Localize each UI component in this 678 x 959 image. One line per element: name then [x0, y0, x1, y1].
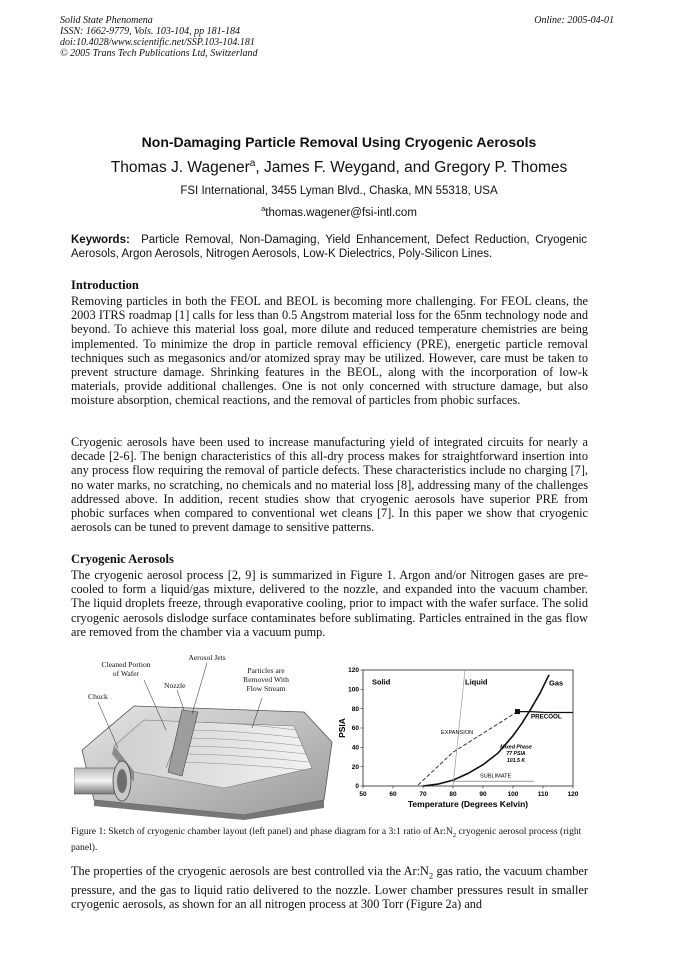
region-label-solid: Solid — [372, 677, 391, 687]
plot-area — [363, 670, 573, 786]
label-particles-2: Removed With — [243, 675, 289, 684]
caption-text-a: Figure 1: Sketch of cryogenic chamber layout (left panel) and phase diagram for a 3:1 ratio of Ar:N — [71, 826, 453, 837]
y-tick-label: 100 — [348, 686, 359, 694]
y-axis-label: PSIA — [337, 718, 347, 738]
label-cleaned-2: of Wafer — [112, 669, 140, 678]
paper-title: Non-Damaging Particle Removal Using Cryogenic Aerosols — [141, 134, 537, 150]
email-superscript: a — [261, 204, 266, 213]
x-tick-label: 90 — [479, 791, 487, 798]
label-particles-1: Particles are — [247, 666, 285, 675]
x-tick-label: 70 — [419, 791, 427, 798]
label-nozzle: Nozzle — [164, 681, 186, 690]
x-tick-label: 120 — [567, 791, 579, 798]
journal-name: Solid State Phenomena — [60, 15, 153, 26]
affiliation: FSI International, 3455 Lyman Blvd., Chaska, MN 55318, USA — [180, 185, 498, 197]
figure-caption — [71, 826, 591, 854]
x-tick-label: 80 — [449, 791, 457, 798]
authors — [60, 158, 618, 177]
annotation-mixed-3: 101.5 K — [506, 757, 526, 764]
keywords — [71, 233, 587, 261]
label-chuck: Chuck — [88, 692, 108, 701]
x-tick-label: 60 — [389, 791, 397, 798]
journal-header — [60, 15, 258, 59]
region-label-gas: Gas — [549, 678, 564, 688]
region-label-liquid: Liquid — [465, 677, 488, 687]
intro-paragraph-1: Removing particles in both the FEOL and BEOL is becoming more challenging. For FEOL cleans, the 2003 ITRS roadmap [1] calls for less than 0.5 Angstrom material loss for the 65nm technology node and beyond. To achieve this material loss goal, more dilute and reduced temperature chemistries are being implemented. To minimize the drop in particle removal efficiency (PRE), energetic particle removal techniques such as megasonics and/or atomized spray may be utilized. However, care must be taken to prevent structure damage. Shrinking features in the BEOL, along with the incorporation of low-k materials, provide additional challenges. One is not only concerned with structure damage, but also moisture absorption, chemical reactions, and the removal of particles from phobic surfaces. — [71, 294, 588, 408]
mixed-phase-point — [515, 709, 520, 714]
other-authors: , James F. Weygand, and Gregory P. Thomes — [255, 159, 568, 177]
annotation-sublimate: SUBLIMATE — [480, 773, 512, 780]
annotation-mixed-2: 77 PSIA — [506, 751, 526, 758]
label-particles-3: Flow Stream — [246, 684, 286, 693]
x-axis-label: Temperature (Degrees Kelvin) — [407, 799, 529, 809]
cryo-heading: Cryogenic Aerosols — [71, 552, 174, 566]
y-tick-label: 60 — [351, 725, 359, 733]
intro-heading: Introduction — [71, 278, 139, 292]
annotation-precool: PRECOOL — [531, 713, 562, 721]
properties-paragraph — [71, 864, 588, 911]
copyright: © 2005 Trans Tech Publications Ltd, Switzerland — [60, 48, 258, 59]
phase-diagram — [336, 664, 590, 812]
y-tick-label: 0 — [355, 783, 359, 791]
first-author: Thomas J. Wagener — [110, 159, 250, 177]
email-line — [60, 204, 618, 219]
y-tick-label: 20 — [351, 763, 359, 771]
y-tick-label: 40 — [351, 744, 359, 752]
intro-paragraph-2: Cryogenic aerosols have been used to increase manufacturing yield of integrated circuits for nearly a decade [2-6]. The benign characteristics of this all-dry process makes for straightforward insertion into any process flow requiring the removal of particle defects. These characteristics include no charging [7], no water marks, no scratching, no chemicals and no material loss [8], addressing many of the challenges addressed above. In addition, recent studies show that cryogenic aerosols have superior PRE from phobic surfaces when compared to conventional wet cleans [7]. In this paper we show that cryogenic aerosols can be tuned to prevent damage to sensitive patterns. — [71, 435, 588, 535]
caption-text-b: cryogenic aerosol process (right panel). — [71, 826, 582, 853]
cryo-paragraph-1: The cryogenic aerosol process [2, 9] is summarized in Figure 1. Argon and/or Nitrogen gases are pre-cooled to form a liquid/gas mixture, delivered to the nozzle, and expanded into the vacuum chamber. The liquid droplets freeze, through evaporative cooling, prior to impact with the wafer surface. The solid cryogenic aerosols dislodge surface contaminates before sublimating. Particles entrained in the gas flow are removed from the chamber via a vacuum pump. — [71, 568, 588, 639]
chamber-sketch — [74, 650, 336, 820]
keywords-text: Particle Removal, Non-Damaging, Yield Enhancement, Defect Reduction, Cryogenic Aerosols, Argon Aerosols, Nitrogen Aerosols, Low-K Dielectrics, Poly-Silicon Lines. — [71, 234, 587, 260]
x-tick-label: 50 — [359, 791, 367, 798]
y-tick-label: 120 — [348, 667, 359, 675]
properties-subscript: 2 — [428, 870, 434, 881]
properties-text-a: The properties of the cryogenic aerosols are best controlled via the Ar:N — [71, 864, 429, 878]
label-aerosol-jets: Aerosol Jets — [188, 653, 226, 662]
label-cleaned-1: Cleaned Portion — [101, 660, 151, 669]
properties-text-b: gas ratio, the vacuum chamber pressure, and the gas to liquid ratio delivered to the nozzle. Lower chamber pressures result in smaller cryogenic aerosols, as shown for an all nitrogen process at 300 Torr (Figure 2a) and — [71, 864, 588, 911]
annotation-mixed-1: Mixed Phase — [500, 744, 532, 751]
email-address: thomas.wagener@fsi-intl.com — [265, 206, 417, 219]
caption-subscript: 2 — [452, 831, 457, 839]
x-tick-label: 110 — [537, 791, 549, 798]
issn: ISSN: 1662-9779, Vols. 103-104, pp 181-184 — [60, 26, 240, 37]
keywords-label: Keywords: — [71, 234, 130, 246]
annotation-expansion: EXPANSION — [441, 729, 474, 736]
online-date: Online: 2005-04-01 — [534, 15, 614, 26]
y-tick-label: 80 — [351, 705, 359, 713]
doi: doi:10.4028/www.scientific.net/SSP.103-104.181 — [60, 37, 255, 48]
author-superscript: a — [249, 158, 256, 169]
x-tick-label: 100 — [507, 791, 519, 798]
